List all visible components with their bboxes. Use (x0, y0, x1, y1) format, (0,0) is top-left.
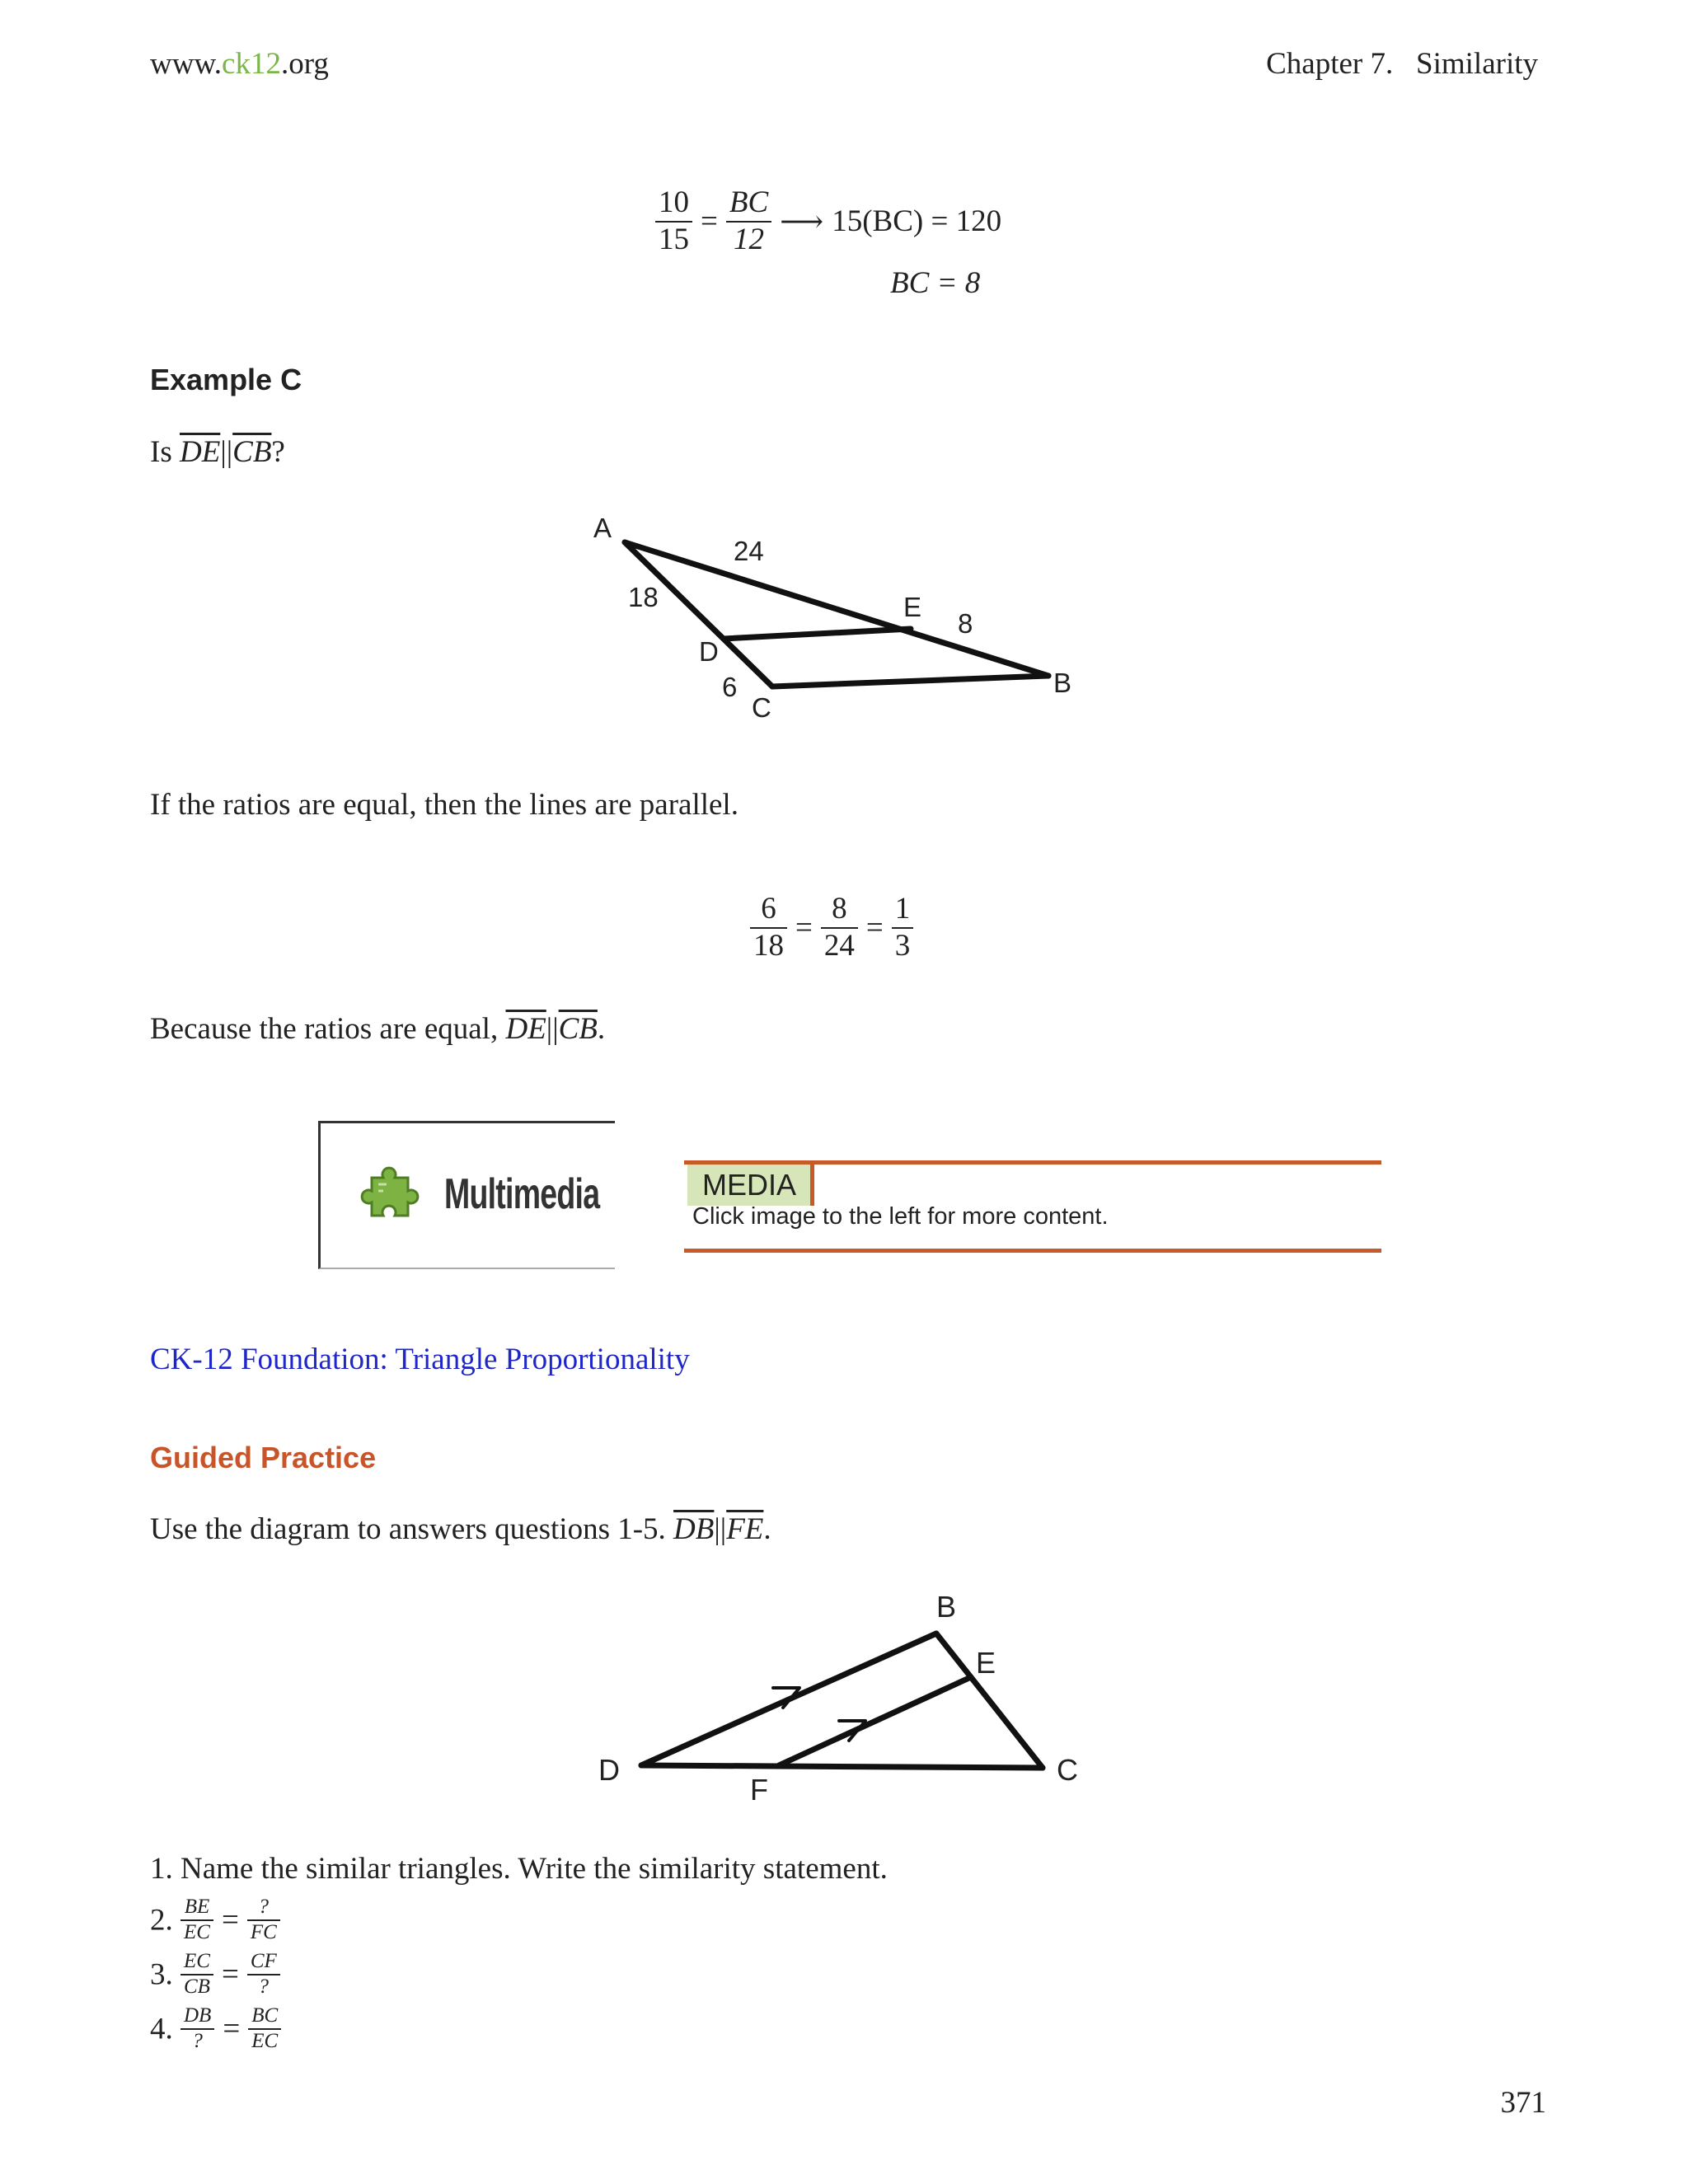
fraction: $\frac{DB}{?}$ (181, 2004, 214, 2054)
vertex-label-d: D (598, 1753, 620, 1787)
multimedia-thumbnail[interactable] (318, 1121, 615, 1269)
puzzle-piece-icon (360, 1163, 423, 1229)
vertex-label-c: C (752, 692, 771, 723)
question-1: 1. Name the similar triangles. Write the similarity statement. (150, 1852, 888, 1886)
because-statement: Because the ratios are equal, $\overline{DE}||\overline{CB}$. (150, 1012, 606, 1046)
length-label-dc: 6 (722, 672, 738, 702)
fraction: $\frac{BC}{12}$ (726, 185, 771, 257)
vertex-label-c: C (1057, 1753, 1078, 1787)
segment-ab (625, 542, 1048, 676)
segment-dc (641, 1765, 1043, 1768)
media-footer-bar (684, 1249, 1381, 1253)
question-3: 3. $\frac{EC}{CB}$ = $\frac{CF}{?}$ (150, 1950, 280, 1999)
fraction: $\frac{1}{3}$ (892, 892, 914, 963)
segment-cb (772, 676, 1048, 687)
fraction: $\frac{?}{FC}$ (247, 1896, 280, 1945)
guided-intro: Use the diagram to answers questions 1-5. $\overline{DB}||\overline{FE}$. (150, 1512, 771, 1546)
equation-bc-result: BC = 8 (890, 266, 981, 300)
vertex-label-d: D (699, 636, 719, 667)
header-site-url: www.ck12.org (150, 47, 329, 81)
triangle-diagram-1 (577, 511, 1104, 733)
vertex-label-b: B (936, 1590, 957, 1624)
section-title-example-c: Example C (150, 363, 302, 396)
triangle-diagram-2 (577, 1582, 1121, 1805)
equation-ratios: $\frac{6}{18}$ = $\frac{8}{24}$ = $\frac{1}{3}$ (750, 892, 913, 963)
length-label-ae: 24 (734, 536, 764, 566)
fraction: $\frac{10}{15}$ (655, 185, 692, 257)
ck12-triangle-proportionality-link[interactable]: CK-12 Foundation: Triangle Proportionality (150, 1343, 690, 1376)
vertex-label-e: E (976, 1646, 996, 1680)
vertex-label-e: E (903, 592, 922, 622)
example-c-question: Is $\overline{DE}||\overline{CB}$? (150, 435, 285, 469)
vertex-label-b: B (1053, 668, 1072, 698)
fraction: $\frac{BC}{EC}$ (248, 2004, 281, 2054)
length-label-ad: 18 (628, 582, 659, 612)
media-caption: Click image to the left for more content. (692, 1203, 1109, 1230)
vertex-label-a: A (593, 513, 612, 543)
fraction: $\frac{8}{24}$ (821, 892, 858, 963)
question-2: 2. $\frac{BE}{EC}$ = $\frac{?}{FC}$ (150, 1896, 280, 1945)
fraction: $\frac{BE}{EC}$ (181, 1896, 213, 1945)
equation-rhs: 15(BC) = 120 (832, 204, 1002, 239)
ratio-explanation: If the ratios are equal, then the lines are parallel. (150, 788, 738, 822)
header-chapter: Chapter 7. Similarity (1266, 47, 1538, 81)
fraction: $\frac{EC}{CB}$ (181, 1950, 213, 1999)
segment-de (724, 629, 911, 639)
page-number: 371 (1500, 2086, 1546, 2120)
vertex-label-f: F (750, 1773, 768, 1805)
arrow-icon: ⟶ (780, 204, 824, 239)
multimedia-label: Multimedia (444, 1170, 600, 1218)
question-4: 4. $\frac{DB}{?}$ = $\frac{BC}{EC}$ (150, 2004, 281, 2054)
fraction: $\frac{6}{18}$ (750, 892, 787, 963)
length-label-eb: 8 (958, 608, 973, 639)
media-tag: MEDIA (687, 1165, 814, 1206)
section-title-guided-practice: Guided Practice (150, 1441, 377, 1474)
equation-bc: $\frac{10}{15}$ = $\frac{BC}{12}$ ⟶ 15(BC) = 120 (655, 185, 1010, 257)
fraction: $\frac{CF}{?}$ (247, 1950, 280, 1999)
